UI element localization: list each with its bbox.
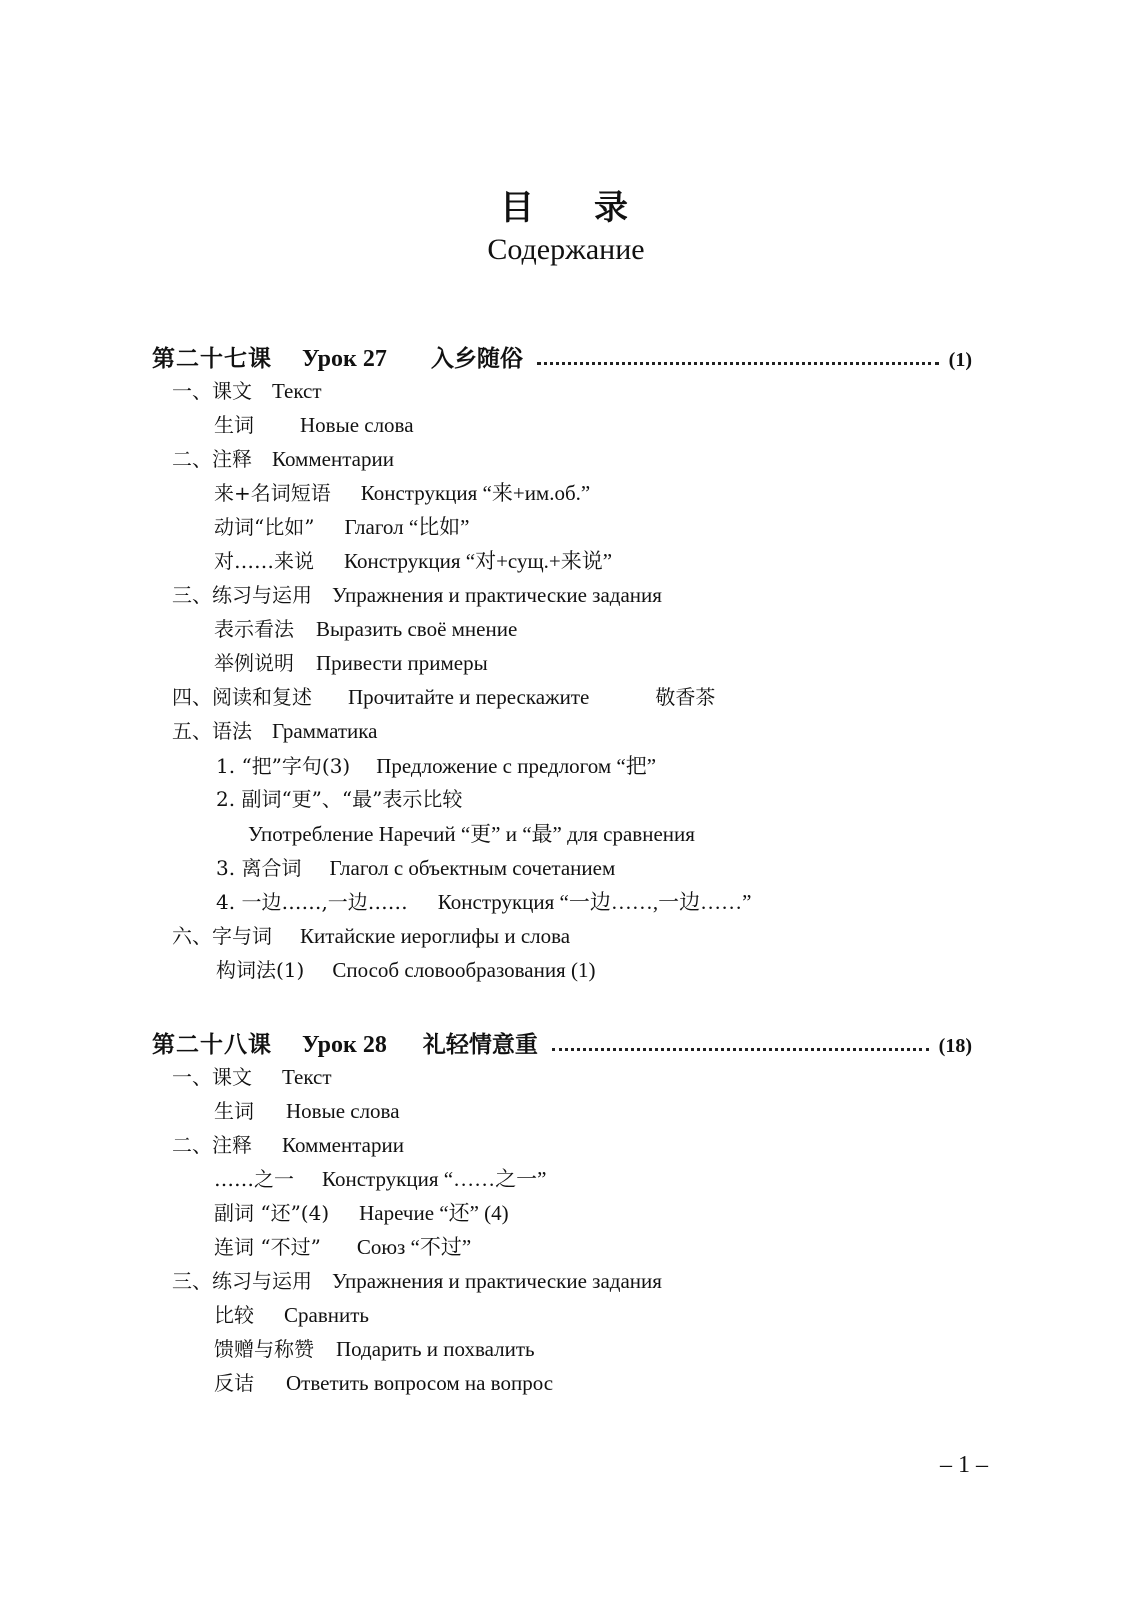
toc-entry[interactable]: 比较 Сравнить [214,1303,369,1327]
toc-entry[interactable]: 四、阅读和复述 Прочитайте и перескажите 敬香茶 [172,682,715,712]
toc-entry[interactable]: 1. “把”字句(3) Предложение с предлогом “把” [216,754,657,778]
toc-entry[interactable]: 六、字与词 Китайские иероглифы и слова [172,924,571,948]
lesson-page: (18) [938,1035,972,1057]
lesson-number: 第二十八课 [152,1031,272,1058]
toc-entry[interactable]: 4. 一边……,一边…… Конструкция “一边……,一边……” [216,890,752,914]
toc-entry[interactable]: 反诘 Ответить вопросом на вопрос [214,1371,554,1395]
toc-entry[interactable]: 馈赠与称赞 Подарить и похвалить [214,1337,535,1361]
toc-entry[interactable]: 二、注释 Комментарии [172,447,394,471]
lesson-27-heading[interactable] [152,340,972,374]
toc-entry[interactable]: 二、注释 Комментарии [172,1133,404,1157]
toc-entry[interactable]: 对……来说 Конструкция “对+сущ.+来说” [214,549,613,573]
title-char-1: 目 [500,188,538,228]
toc-entry[interactable]: 五、语法 Грамматика [172,719,378,743]
lesson-topic: 入乡随俗 [430,345,523,372]
toc-entry[interactable]: 构词法(1) Способ словообразования (1) [216,958,596,982]
toc-entry[interactable]: 动词“比如” Глагол “比如” [214,515,470,539]
toc-entry[interactable]: 来+名词短语 Конструкция “来+им.об.” [214,481,591,505]
leader-dots [537,362,939,365]
toc-entry[interactable]: 举例说明 Привести примеры [214,651,488,675]
toc-entry[interactable]: ……之一 Конструкция “……之一” [214,1167,547,1191]
lesson-urok: Урок 28 [302,1032,387,1058]
toc-entry[interactable]: 一、课文 Текст [172,379,322,403]
toc-entry[interactable]: 生词 Новые слова [214,413,414,437]
toc-entry[interactable]: 生词 Новые слова [214,1099,400,1123]
toc-entry[interactable]: Употребление Наречий “更” и “最” для сравнения [248,822,695,846]
lesson-topic: 礼轻情意重 [422,1031,538,1058]
lesson-page: (1) [948,349,972,371]
lesson-urok: Урок 27 [302,346,387,372]
toc-entry[interactable]: 三、练习与运用 Упражнения и практические задания [172,1269,662,1293]
leader-dots [552,1048,929,1051]
toc-entry[interactable]: 一、课文 Текст [172,1065,332,1089]
page-number: – 1 – [940,1452,988,1478]
toc-entry[interactable]: 2. 副词“更”、“最”表示比较 [216,787,463,811]
reading-title: 敬香茶 [655,685,716,709]
toc-entry[interactable]: 表示看法 Выразить своё мнение [214,617,518,641]
title-char-2: 录 [594,188,632,228]
toc-entry[interactable]: 连词 “不过” Союз “不过” [214,1235,472,1259]
toc-title-cn [0,180,1132,229]
toc-title-ru: Содержание [487,233,645,266]
toc-entry[interactable]: 3. 离合词 Глагол с объектным сочетанием [216,856,616,880]
lesson-number: 第二十七课 [152,345,272,372]
toc-entry[interactable]: 副词 “还”(4) Наречие “还” (4) [214,1201,509,1225]
toc-entry[interactable]: 三、练习与运用 Упражнения и практические задания [172,583,662,607]
lesson-28-heading[interactable] [152,1026,972,1060]
